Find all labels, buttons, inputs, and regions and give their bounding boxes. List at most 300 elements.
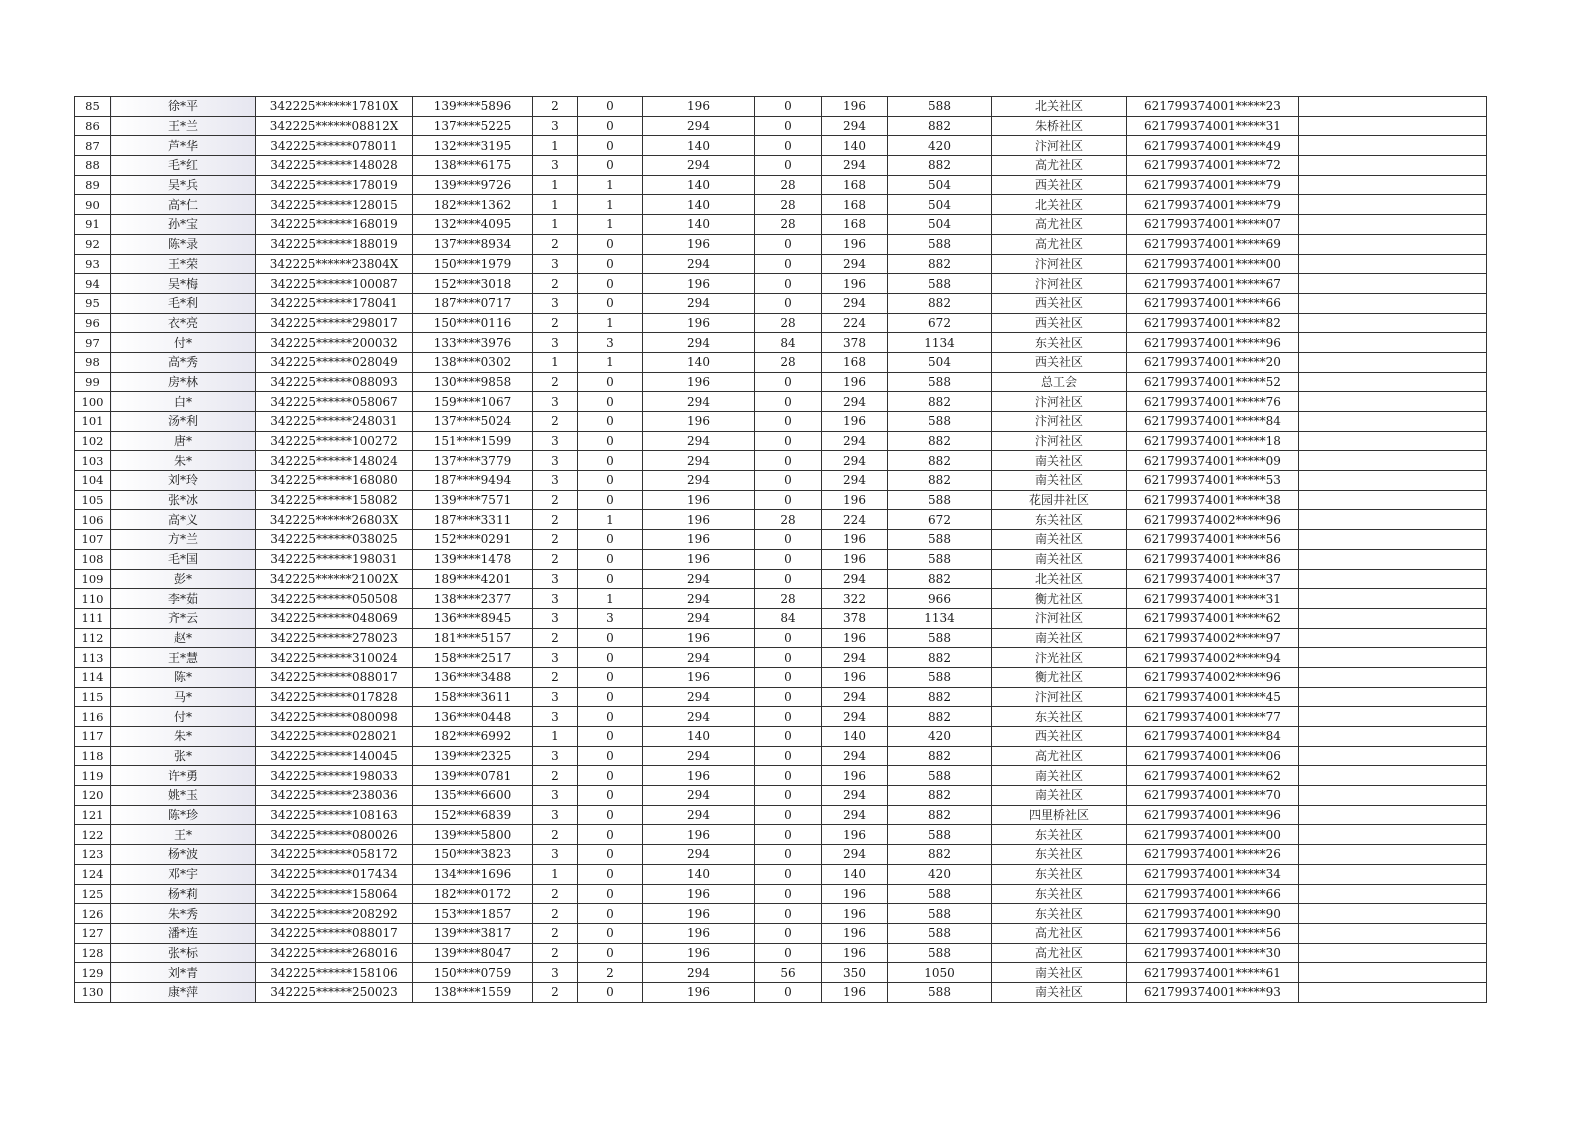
community-name: 西关社区 [992, 293, 1127, 313]
id-number: 342225******158106 [256, 963, 413, 983]
bank-account: 621799374001*****90 [1127, 904, 1299, 924]
count-b: 0 [578, 274, 643, 294]
row-number: 107 [75, 530, 111, 550]
amount-d: 0 [755, 451, 822, 471]
amount-e: 196 [822, 884, 888, 904]
row-number: 92 [75, 234, 111, 254]
bank-account: 621799374001*****20 [1127, 352, 1299, 372]
amount-e: 294 [822, 156, 888, 176]
person-name: 康*萍 [111, 982, 256, 1002]
total-amount: 588 [888, 530, 992, 550]
person-name: 杨*波 [111, 845, 256, 865]
row-number: 96 [75, 313, 111, 333]
count-b: 0 [578, 392, 643, 412]
community-name: 南关社区 [992, 549, 1127, 569]
total-amount: 420 [888, 727, 992, 747]
amount-e: 322 [822, 589, 888, 609]
count-a: 2 [533, 412, 578, 432]
bank-account: 621799374001*****30 [1127, 943, 1299, 963]
amount-c: 294 [643, 786, 755, 806]
count-b: 0 [578, 530, 643, 550]
person-name: 朱* [111, 727, 256, 747]
id-number: 342225******200032 [256, 333, 413, 353]
phone-number: 136****8945 [413, 608, 533, 628]
blank-cell [1299, 293, 1487, 313]
table-row [75, 687, 1487, 707]
amount-c: 196 [643, 372, 755, 392]
table-row [75, 549, 1487, 569]
amount-d: 0 [755, 982, 822, 1002]
total-amount: 588 [888, 97, 992, 117]
row-number: 103 [75, 451, 111, 471]
phone-number: 139****9726 [413, 175, 533, 195]
person-name: 孙*宝 [111, 215, 256, 235]
amount-d: 0 [755, 392, 822, 412]
total-amount: 882 [888, 392, 992, 412]
amount-d: 0 [755, 943, 822, 963]
bank-account: 621799374002*****96 [1127, 667, 1299, 687]
id-number: 342225******048069 [256, 608, 413, 628]
blank-cell [1299, 746, 1487, 766]
amount-e: 294 [822, 254, 888, 274]
amount-d: 28 [755, 195, 822, 215]
amount-e: 294 [822, 707, 888, 727]
count-a: 1 [533, 136, 578, 156]
person-name: 付* [111, 707, 256, 727]
amount-e: 294 [822, 746, 888, 766]
person-name: 高*义 [111, 510, 256, 530]
count-b: 0 [578, 884, 643, 904]
row-number: 87 [75, 136, 111, 156]
count-b: 1 [578, 313, 643, 333]
bank-account: 621799374001*****52 [1127, 372, 1299, 392]
bank-account: 621799374001*****23 [1127, 97, 1299, 117]
id-number: 342225******140045 [256, 746, 413, 766]
community-name: 北关社区 [992, 569, 1127, 589]
blank-cell [1299, 963, 1487, 983]
table-row [75, 136, 1487, 156]
total-amount: 588 [888, 884, 992, 904]
total-amount: 504 [888, 175, 992, 195]
blank-cell [1299, 352, 1487, 372]
table-row [75, 845, 1487, 865]
id-number: 342225******080026 [256, 825, 413, 845]
id-number: 342225******198031 [256, 549, 413, 569]
table-row [75, 333, 1487, 353]
phone-number: 134****1696 [413, 864, 533, 884]
count-b: 0 [578, 707, 643, 727]
total-amount: 882 [888, 746, 992, 766]
bank-account: 621799374001*****38 [1127, 490, 1299, 510]
amount-d: 0 [755, 667, 822, 687]
table-row [75, 431, 1487, 451]
amount-c: 196 [643, 490, 755, 510]
amount-d: 0 [755, 707, 822, 727]
amount-e: 294 [822, 471, 888, 491]
bank-account: 621799374002*****96 [1127, 510, 1299, 530]
bank-account: 621799374002*****97 [1127, 628, 1299, 648]
bank-account: 621799374001*****66 [1127, 884, 1299, 904]
table-row [75, 667, 1487, 687]
total-amount: 882 [888, 471, 992, 491]
amount-c: 196 [643, 628, 755, 648]
community-name: 南关社区 [992, 982, 1127, 1002]
phone-number: 150****0759 [413, 963, 533, 983]
amount-e: 196 [822, 628, 888, 648]
amount-c: 294 [643, 963, 755, 983]
amount-d: 0 [755, 825, 822, 845]
count-b: 0 [578, 667, 643, 687]
bank-account: 621799374001*****67 [1127, 274, 1299, 294]
count-a: 2 [533, 884, 578, 904]
table-row [75, 97, 1487, 117]
person-name: 芦*华 [111, 136, 256, 156]
table-row [75, 490, 1487, 510]
phone-number: 139****5800 [413, 825, 533, 845]
amount-c: 196 [643, 97, 755, 117]
row-number: 91 [75, 215, 111, 235]
table-row [75, 392, 1487, 412]
person-name: 马* [111, 687, 256, 707]
id-number: 342225******017828 [256, 687, 413, 707]
amount-c: 294 [643, 116, 755, 136]
amount-c: 294 [643, 687, 755, 707]
community-name: 南关社区 [992, 471, 1127, 491]
blank-cell [1299, 667, 1487, 687]
blank-cell [1299, 156, 1487, 176]
total-amount: 882 [888, 156, 992, 176]
phone-number: 136****0448 [413, 707, 533, 727]
table-row [75, 234, 1487, 254]
count-b: 0 [578, 805, 643, 825]
total-amount: 1134 [888, 608, 992, 628]
id-number: 342225******058172 [256, 845, 413, 865]
table-row [75, 569, 1487, 589]
amount-e: 196 [822, 530, 888, 550]
bank-account: 621799374001*****00 [1127, 825, 1299, 845]
phone-number: 189****4201 [413, 569, 533, 589]
count-a: 2 [533, 766, 578, 786]
phone-number: 138****1559 [413, 982, 533, 1002]
id-number: 342225******100087 [256, 274, 413, 294]
count-b: 0 [578, 766, 643, 786]
blank-cell [1299, 116, 1487, 136]
count-a: 2 [533, 530, 578, 550]
count-a: 2 [533, 982, 578, 1002]
amount-e: 196 [822, 667, 888, 687]
count-b: 0 [578, 628, 643, 648]
count-b: 0 [578, 431, 643, 451]
bank-account: 621799374001*****84 [1127, 727, 1299, 747]
person-name: 高*仁 [111, 195, 256, 215]
count-b: 0 [578, 687, 643, 707]
amount-e: 294 [822, 569, 888, 589]
count-b: 0 [578, 727, 643, 747]
amount-c: 294 [643, 333, 755, 353]
amount-c: 294 [643, 392, 755, 412]
amount-d: 0 [755, 412, 822, 432]
row-number: 89 [75, 175, 111, 195]
amount-e: 140 [822, 136, 888, 156]
amount-e: 196 [822, 490, 888, 510]
count-a: 3 [533, 254, 578, 274]
blank-cell [1299, 254, 1487, 274]
bank-account: 621799374001*****96 [1127, 805, 1299, 825]
total-amount: 882 [888, 293, 992, 313]
count-b: 1 [578, 175, 643, 195]
community-name: 东关社区 [992, 845, 1127, 865]
person-name: 高*秀 [111, 352, 256, 372]
community-name: 汴河社区 [992, 687, 1127, 707]
count-b: 0 [578, 293, 643, 313]
person-name: 衣*亮 [111, 313, 256, 333]
total-amount: 882 [888, 648, 992, 668]
community-name: 汴河社区 [992, 136, 1127, 156]
phone-number: 150****0116 [413, 313, 533, 333]
id-number: 342225******26803X [256, 510, 413, 530]
table-row [75, 254, 1487, 274]
blank-cell [1299, 687, 1487, 707]
id-number: 342225******08812X [256, 116, 413, 136]
total-amount: 504 [888, 352, 992, 372]
id-number: 342225******088017 [256, 923, 413, 943]
community-name: 汴河社区 [992, 392, 1127, 412]
amount-c: 294 [643, 707, 755, 727]
row-number: 116 [75, 707, 111, 727]
bank-account: 621799374001*****62 [1127, 608, 1299, 628]
total-amount: 882 [888, 805, 992, 825]
community-name: 四里桥社区 [992, 805, 1127, 825]
community-name: 衡尤社区 [992, 589, 1127, 609]
id-number: 342225******158064 [256, 884, 413, 904]
amount-d: 0 [755, 569, 822, 589]
table-row [75, 156, 1487, 176]
count-a: 1 [533, 175, 578, 195]
row-number: 111 [75, 608, 111, 628]
phone-number: 136****3488 [413, 667, 533, 687]
bank-account: 621799374001*****49 [1127, 136, 1299, 156]
amount-d: 0 [755, 254, 822, 274]
total-amount: 588 [888, 982, 992, 1002]
person-name: 陈*珍 [111, 805, 256, 825]
table-row [75, 471, 1487, 491]
amount-e: 294 [822, 648, 888, 668]
row-number: 124 [75, 864, 111, 884]
amount-e: 168 [822, 215, 888, 235]
person-name: 刘*玲 [111, 471, 256, 491]
person-name: 毛*利 [111, 293, 256, 313]
blank-cell [1299, 451, 1487, 471]
bank-account: 621799374001*****96 [1127, 333, 1299, 353]
row-number: 112 [75, 628, 111, 648]
count-a: 2 [533, 313, 578, 333]
amount-d: 0 [755, 746, 822, 766]
count-a: 2 [533, 549, 578, 569]
count-a: 1 [533, 864, 578, 884]
id-number: 342225******21002X [256, 569, 413, 589]
amount-d: 28 [755, 175, 822, 195]
community-name: 高尤社区 [992, 923, 1127, 943]
amount-d: 28 [755, 215, 822, 235]
count-b: 1 [578, 352, 643, 372]
count-a: 1 [533, 727, 578, 747]
count-b: 0 [578, 490, 643, 510]
id-number: 342225******088093 [256, 372, 413, 392]
count-b: 0 [578, 746, 643, 766]
phone-number: 151****1599 [413, 431, 533, 451]
amount-d: 84 [755, 608, 822, 628]
id-number: 342225******100272 [256, 431, 413, 451]
amount-e: 378 [822, 608, 888, 628]
count-a: 2 [533, 510, 578, 530]
amount-e: 196 [822, 825, 888, 845]
amount-c: 294 [643, 156, 755, 176]
community-name: 朱桥社区 [992, 116, 1127, 136]
amount-c: 140 [643, 727, 755, 747]
count-a: 1 [533, 215, 578, 235]
person-name: 陈*录 [111, 234, 256, 254]
total-amount: 1134 [888, 333, 992, 353]
amount-c: 140 [643, 352, 755, 372]
person-name: 朱* [111, 451, 256, 471]
count-b: 0 [578, 864, 643, 884]
community-name: 东关社区 [992, 825, 1127, 845]
count-a: 1 [533, 195, 578, 215]
amount-d: 0 [755, 372, 822, 392]
count-a: 3 [533, 845, 578, 865]
community-name: 南关社区 [992, 628, 1127, 648]
phone-number: 181****5157 [413, 628, 533, 648]
amount-e: 196 [822, 766, 888, 786]
count-a: 3 [533, 293, 578, 313]
community-name: 总工会 [992, 372, 1127, 392]
community-name: 汴河社区 [992, 608, 1127, 628]
bank-account: 621799374001*****18 [1127, 431, 1299, 451]
count-b: 0 [578, 116, 643, 136]
id-number: 342225******168019 [256, 215, 413, 235]
row-number: 95 [75, 293, 111, 313]
count-a: 3 [533, 156, 578, 176]
id-number: 342225******128015 [256, 195, 413, 215]
total-amount: 966 [888, 589, 992, 609]
amount-d: 0 [755, 864, 822, 884]
blank-cell [1299, 333, 1487, 353]
amount-d: 0 [755, 923, 822, 943]
total-amount: 588 [888, 490, 992, 510]
count-b: 0 [578, 982, 643, 1002]
count-a: 1 [533, 352, 578, 372]
table-row [75, 530, 1487, 550]
count-a: 3 [533, 746, 578, 766]
person-name: 房*林 [111, 372, 256, 392]
person-name: 王* [111, 825, 256, 845]
total-amount: 882 [888, 845, 992, 865]
person-name: 吴*梅 [111, 274, 256, 294]
count-a: 3 [533, 589, 578, 609]
amount-c: 196 [643, 510, 755, 530]
amount-e: 294 [822, 687, 888, 707]
amount-c: 294 [643, 471, 755, 491]
id-number: 342225******178019 [256, 175, 413, 195]
count-b: 0 [578, 904, 643, 924]
row-number: 114 [75, 667, 111, 687]
amount-c: 196 [643, 825, 755, 845]
id-number: 342225******028021 [256, 727, 413, 747]
phone-number: 153****1857 [413, 904, 533, 924]
count-a: 2 [533, 943, 578, 963]
blank-cell [1299, 412, 1487, 432]
table-row [75, 825, 1487, 845]
row-number: 121 [75, 805, 111, 825]
amount-c: 294 [643, 431, 755, 451]
phone-number: 138****0302 [413, 352, 533, 372]
table-row [75, 175, 1487, 195]
phone-number: 137****5024 [413, 412, 533, 432]
amount-c: 140 [643, 215, 755, 235]
amount-e: 196 [822, 982, 888, 1002]
total-amount: 882 [888, 254, 992, 274]
table-row [75, 943, 1487, 963]
bank-account: 621799374001*****79 [1127, 195, 1299, 215]
count-b: 0 [578, 156, 643, 176]
community-name: 高尤社区 [992, 234, 1127, 254]
count-a: 2 [533, 825, 578, 845]
bank-account: 621799374001*****93 [1127, 982, 1299, 1002]
id-number: 342225******17810X [256, 97, 413, 117]
person-name: 毛*国 [111, 549, 256, 569]
community-name: 高尤社区 [992, 943, 1127, 963]
total-amount: 588 [888, 412, 992, 432]
row-number: 129 [75, 963, 111, 983]
phone-number: 137****5225 [413, 116, 533, 136]
table-row [75, 766, 1487, 786]
table-row [75, 707, 1487, 727]
total-amount: 882 [888, 116, 992, 136]
blank-cell [1299, 727, 1487, 747]
phone-number: 159****1067 [413, 392, 533, 412]
person-name: 付* [111, 333, 256, 353]
amount-d: 56 [755, 963, 822, 983]
amount-e: 294 [822, 431, 888, 451]
blank-cell [1299, 982, 1487, 1002]
count-a: 3 [533, 648, 578, 668]
id-number: 342225******250023 [256, 982, 413, 1002]
total-amount: 504 [888, 195, 992, 215]
count-a: 3 [533, 471, 578, 491]
person-name: 徐*平 [111, 97, 256, 117]
amount-d: 0 [755, 687, 822, 707]
person-name: 方*兰 [111, 530, 256, 550]
phone-number: 132****4095 [413, 215, 533, 235]
amount-c: 196 [643, 904, 755, 924]
phone-number: 152****3018 [413, 274, 533, 294]
blank-cell [1299, 313, 1487, 333]
phone-number: 187****0717 [413, 293, 533, 313]
amount-d: 0 [755, 156, 822, 176]
person-name: 张*冰 [111, 490, 256, 510]
id-number: 342225******088017 [256, 667, 413, 687]
amount-d: 0 [755, 845, 822, 865]
amount-c: 196 [643, 274, 755, 294]
phone-number: 150****1979 [413, 254, 533, 274]
total-amount: 420 [888, 136, 992, 156]
blank-cell [1299, 589, 1487, 609]
row-number: 128 [75, 943, 111, 963]
amount-c: 294 [643, 805, 755, 825]
blank-cell [1299, 274, 1487, 294]
person-name: 潘*连 [111, 923, 256, 943]
id-number: 342225******238036 [256, 786, 413, 806]
